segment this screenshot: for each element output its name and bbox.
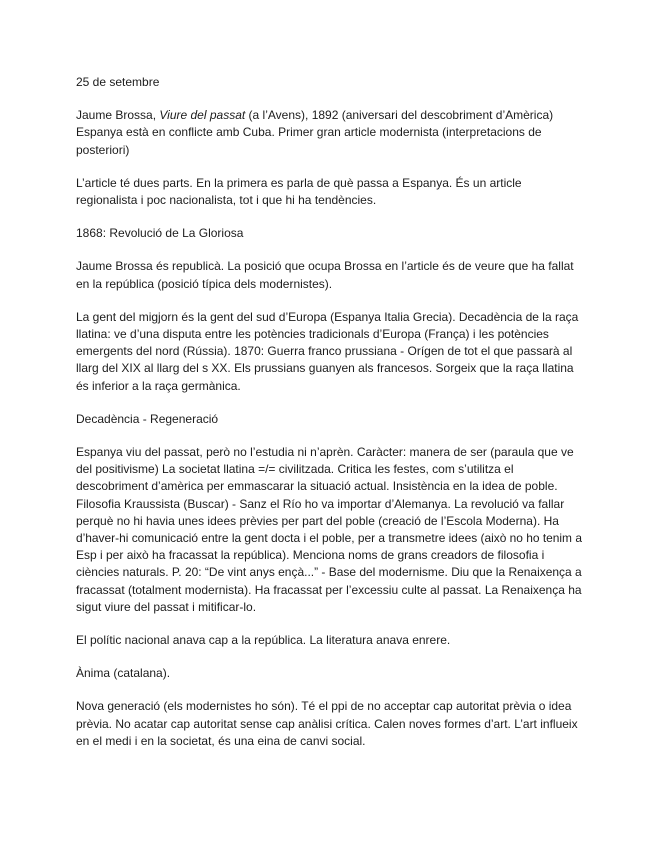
paragraph-line: d’haver-hi comunicació entre la gent docta i el poble, per a transmetre idees (això no ho tenim a bbox=[76, 531, 582, 546]
paragraph-article-parts bbox=[76, 175, 582, 209]
paragraph-line: Decadència - Regeneració bbox=[76, 411, 219, 426]
document-page bbox=[76, 74, 582, 766]
text-run: Jaume Brossa, bbox=[76, 108, 160, 123]
paragraph-line: 1868: Revolució de La Gloriosa bbox=[76, 226, 244, 241]
paragraph-brossa-article bbox=[76, 107, 582, 159]
paragraph-line: Espanya viu del passat, però no l’estudia ni n’aprèn. Caràcter: manera de ser (paraula que ve bbox=[76, 445, 574, 460]
paragraph-line: prèvia. No acatar cap autoritat sense cap anàlisi crítica. Calen noves formes d’art. L’art influeix bbox=[76, 716, 578, 731]
paragraph-republican bbox=[76, 258, 582, 292]
paragraph-line: emergents del nord (Rússia). 1870: Guerra franco prussiana - Orígen de tot el que passarà al bbox=[76, 344, 573, 359]
paragraph-line: en la república (posició típica dels modernistes). bbox=[76, 276, 333, 291]
paragraph-line: és inferior a la raça germànica. bbox=[76, 378, 241, 393]
paragraph-line: Espanya està en conflicte amb Cuba. Primer gran article modernista (interpretacions de bbox=[76, 125, 542, 140]
paragraph-soul bbox=[76, 665, 582, 682]
paragraph-line: llatina: ve d’una disputa entre les potències tradicionals d’Europa (França) i les potències bbox=[76, 327, 549, 342]
paragraph-line: descobriment d’amèrica per emmascarar la situació actual. Insistència en la idea de poble. bbox=[76, 479, 558, 494]
paragraph-line: del positivisme) La societat llatina =/= civilitzada. Critica les festes, com s’utilitza el bbox=[76, 462, 514, 477]
paragraph-line: L’article té dues parts. En la primera es parla de què passa a Espanya. És un article bbox=[76, 175, 522, 190]
paragraph-migjorn bbox=[76, 309, 582, 395]
paragraph-spain-past bbox=[76, 444, 582, 616]
article-title: Viure del passat bbox=[159, 108, 246, 123]
paragraph-line: Jaume Brossa és republicà. La posició que ocupa Brossa en l’article és de veure que ha fallat bbox=[76, 259, 574, 274]
date-text: 25 de setembre bbox=[76, 75, 160, 89]
paragraph-line: Filosofia Kraussista (Buscar) - Sanz el Río ho va importar d’Alemanya. La revolució va fallar bbox=[76, 496, 565, 511]
paragraph-line: regionalista i poc nacionalista, tot i que hi ha tendències. bbox=[76, 193, 377, 208]
paragraph-line: llarg del XIX al llarg del s XX. Els prussians guanyen als francesos. Sorgeix que la raça llatina bbox=[76, 361, 574, 376]
paragraph-line: Esp i per això ha fracassat la república). Menciona noms de grans creadors de filosofia i bbox=[76, 548, 545, 563]
paragraph-line: La gent del migjorn és la gent del sud d’Europa (Espanya Italia Grecia). Decadència de la raça bbox=[76, 309, 579, 324]
paragraph-line: fracassat (totalment modernista). Ha fracassat per l’excessiu culte al passat. La Renaixença ha bbox=[76, 582, 582, 597]
paragraph-line bbox=[76, 107, 582, 124]
paragraph-line: perquè no hi havia unes idees prèvies per part del poble (creació de l’Escola Moderna). Ha bbox=[76, 513, 559, 528]
paragraph-politics bbox=[76, 632, 582, 649]
text-run: (a l’Avens), 1892 (aniversari del descobriment d’Amèrica) bbox=[245, 108, 554, 123]
paragraph-line: Nova generació (els modernistes ho són). Té el ppi de no acceptar cap autoritat prèvia o idea bbox=[76, 699, 572, 714]
paragraph-revolution bbox=[76, 225, 582, 242]
paragraph-line: ciències naturals. P. 20: “De vint anys ençà...” - Base del modernisme. Diu que la Renaixença a bbox=[76, 565, 582, 580]
paragraph-line: en el medi i en la societat, és una eina de canvi social. bbox=[76, 733, 366, 748]
paragraph-new-generation bbox=[76, 698, 582, 750]
paragraph-line: El polític nacional anava cap a la república. La literatura anava enrere. bbox=[76, 633, 451, 648]
date-heading bbox=[76, 74, 582, 91]
paragraph-decadence-heading bbox=[76, 411, 582, 428]
paragraph-line: sigut viure del passat i mitificar-lo. bbox=[76, 599, 257, 614]
paragraph-line: posteriori) bbox=[76, 142, 130, 157]
paragraph-line: Ànima (catalana). bbox=[76, 666, 171, 681]
